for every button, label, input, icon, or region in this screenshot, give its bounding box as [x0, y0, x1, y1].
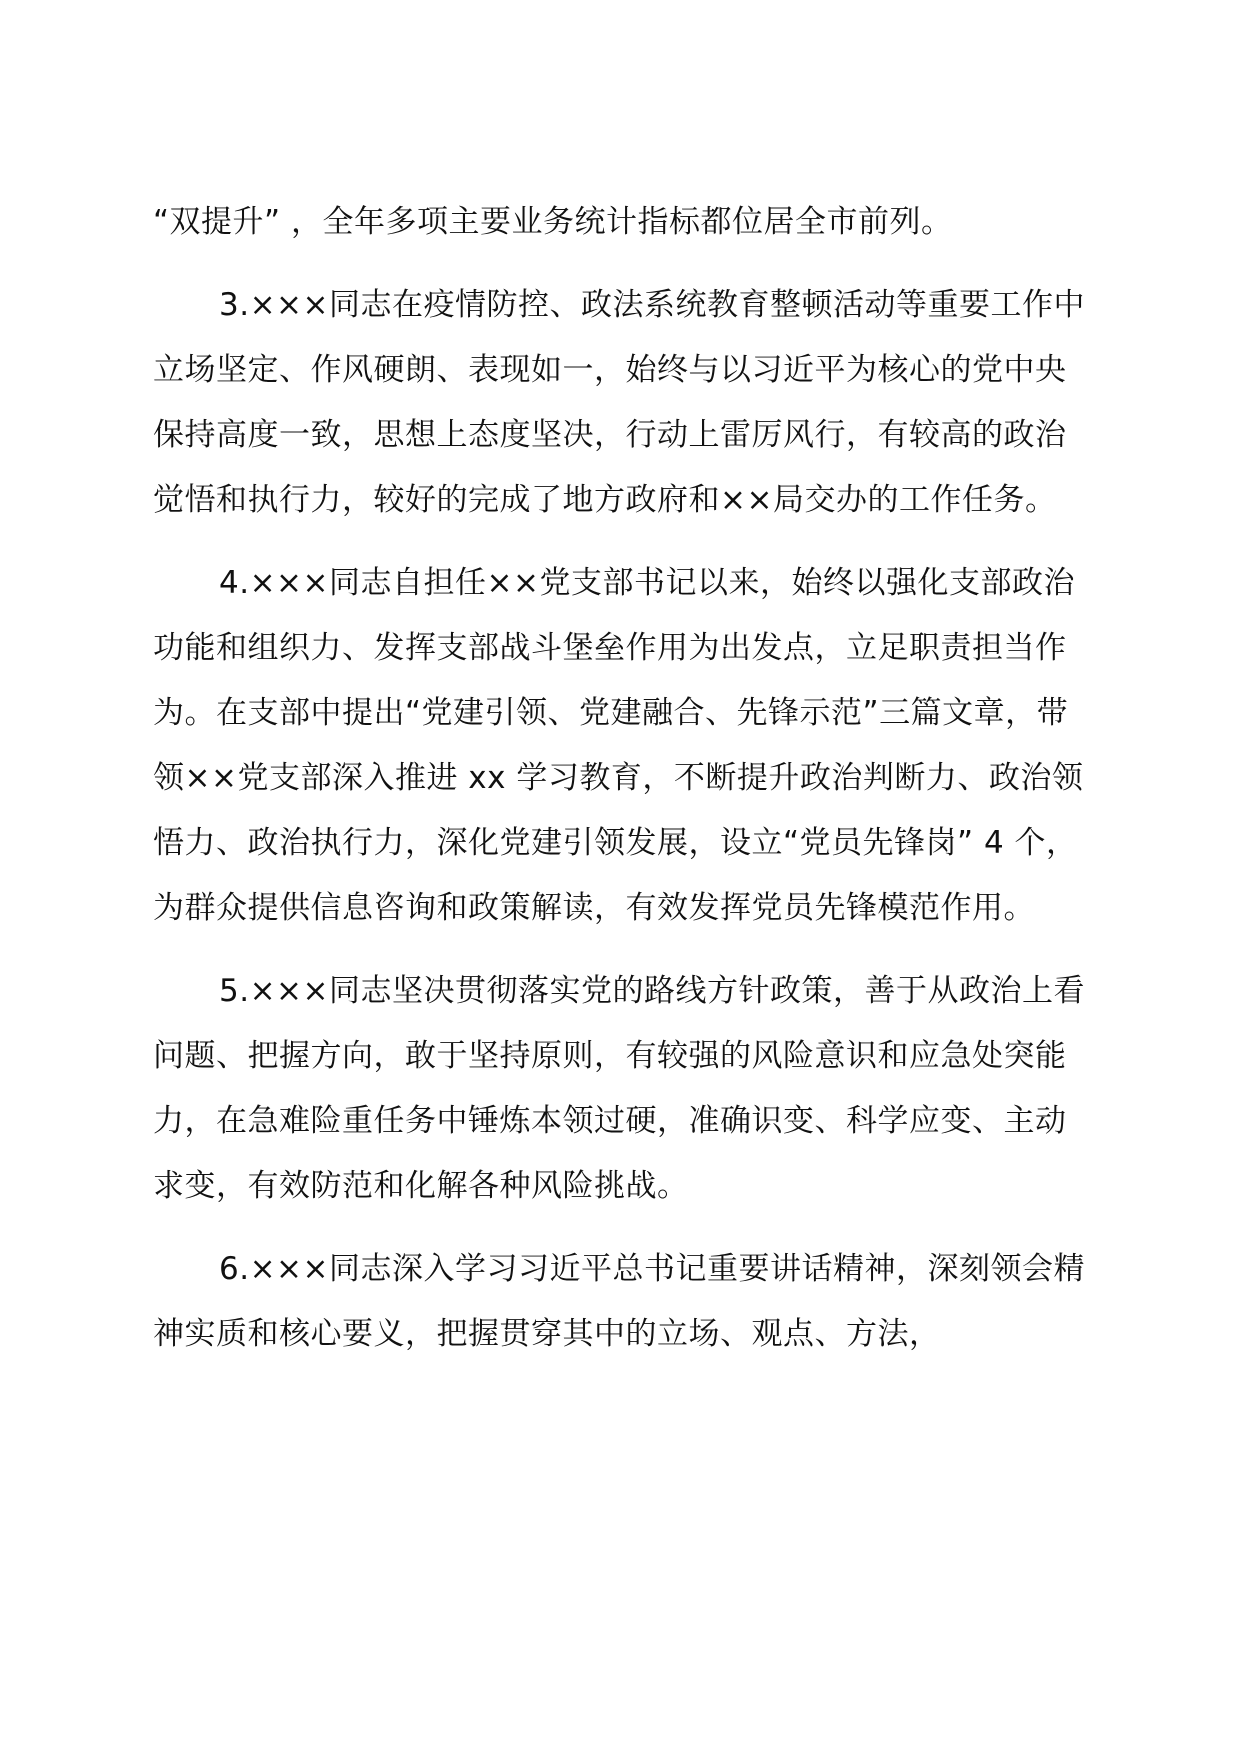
paragraph-item-4: 4.×××同志自担任××党支部书记以来，始终以强化支部政治功能和组织力、发挥支部战斗堡垒作用为出发点，立足职责担当作为。在支部中提出“党建引领、党建融合、先锋示范”三篇文章，带领××党支部深入推进 xx 学习教育，不断提升政治判断力、政治领悟力、政治执行力，深化党建引领发展，设立“党员先锋岗” 4 个，为群众提供信息咨询和政策解读，有效发挥党员先锋模范作用。: [153, 565, 1084, 926]
paragraph-item-3: 3.×××同志在疫情防控、政法系统教育整顿活动等重要工作中立场坚定、作风硬朗、表现如一，始终与以习近平为核心的党中央保持高度一致，思想上态度坚决，行动上雷厉风行，有较高的政治觉悟和执行力，较好的完成了地方政府和××局交办的工作任务。: [153, 287, 1085, 518]
paragraph-continuation: “双提升” ，全年多项主要业务统计指标都位居全市前列。: [153, 204, 953, 240]
paragraph-item-6: 6.×××同志深入学习习近平总书记重要讲话精神，深刻领会精神实质和核心要义，把握贯穿其中的立场、观点、方法，: [153, 1251, 1085, 1352]
document-body: [153, 190, 1093, 1385]
paragraph-item-5: 5.×××同志坚决贯彻落实党的路线方针政策，善于从政治上看问题、把握方向，敢于坚持原则，有较强的风险意识和应急处突能力，在急难险重任务中锤炼本领过硬，准确识变、科学应变、主动求变，有效防范和化解各种风险挑战。: [153, 973, 1085, 1204]
